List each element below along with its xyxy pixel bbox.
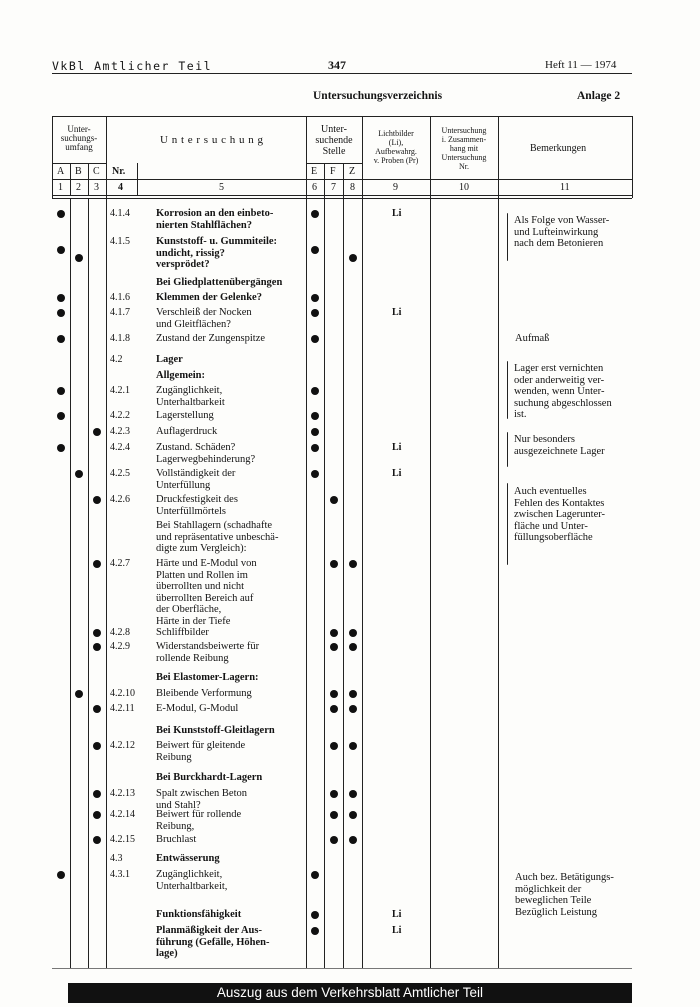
journal-name: VkBl Amtlicher Teil <box>52 59 213 73</box>
dot-marker-z <box>349 836 357 844</box>
dot-marker-e <box>311 210 319 218</box>
row-number: 4.2.3 <box>110 426 130 437</box>
colnum-7: 7 <box>331 182 336 193</box>
remark-text: Auch bez. Betätigungs- möglichkeit der beweglichen Teile <box>515 872 614 906</box>
dot-marker-z <box>349 560 357 568</box>
li-marker: Li <box>392 307 402 318</box>
row-text: Allgemein: <box>156 370 205 381</box>
header-untersuchung: U n t e r s u c h u n g <box>160 134 264 146</box>
col-e: E <box>311 166 318 177</box>
colnum-1: 1 <box>58 182 63 193</box>
remark-text: Nur besonders ausgezeichnete Lager <box>514 434 605 457</box>
row-text: Zugänglichkeit, Unterhaltbarkeit, <box>156 869 228 892</box>
row-number: 4.1.8 <box>110 333 130 344</box>
row-number: 4.2.6 <box>110 494 130 505</box>
dot-marker-e <box>311 294 319 302</box>
col-a: A <box>57 166 65 177</box>
row-text: Bei Elastomer-Lagern: <box>156 672 259 683</box>
row-number: 4.2.15 <box>110 834 135 845</box>
li-marker: Li <box>392 909 402 920</box>
dot-marker-a <box>57 444 65 452</box>
dot-marker-z <box>349 742 357 750</box>
colnum-3: 3 <box>94 182 99 193</box>
dot-marker-c <box>93 742 101 750</box>
dot-marker-z <box>349 690 357 698</box>
bottom-rule <box>52 968 632 969</box>
dot-marker-c <box>93 705 101 713</box>
remark-brace <box>507 432 508 467</box>
dot-marker-f <box>330 560 338 568</box>
row-text: Entwässerung <box>156 853 220 864</box>
row-text: Zugänglichkeit, Unterhaltbarkeit <box>156 385 225 408</box>
dot-marker-c <box>93 496 101 504</box>
dot-marker-e <box>311 309 319 317</box>
appendix-label: Anlage 2 <box>577 90 621 102</box>
header-stelle: Unter- suchende Stelle <box>315 124 353 157</box>
remark-text: Aufmaß <box>515 333 550 344</box>
remark-text: Bezüglich Leistung <box>515 907 597 918</box>
row-number: 4.2.7 <box>110 558 130 569</box>
dot-marker-a <box>57 335 65 343</box>
row-number: 4.2.14 <box>110 809 135 820</box>
dot-marker-f <box>330 742 338 750</box>
row-text: Bei Stahllagern (schadhafte und repräsentative unbeschä- digte zum Vergleich): <box>156 520 279 554</box>
dot-marker-a <box>57 309 65 317</box>
row-text: Beiwert für rollende Reibung, <box>156 809 242 832</box>
row-text: Funktionsfähigkeit <box>156 909 242 920</box>
dot-marker-a <box>57 246 65 254</box>
dot-marker-e <box>311 387 319 395</box>
row-text: Zustand der Zungenspitze <box>156 333 266 344</box>
dot-marker-e <box>311 428 319 436</box>
remark-brace <box>507 213 508 261</box>
dot-marker-f <box>330 811 338 819</box>
dot-marker-c <box>93 629 101 637</box>
row-number: 4.2.9 <box>110 641 130 652</box>
row-text: Korrosion an den einbeto- nierten Stahlflächen? <box>156 208 274 231</box>
row-number: 4.2.8 <box>110 627 130 638</box>
colnum-5: 5 <box>219 182 224 193</box>
dot-marker-f <box>330 629 338 637</box>
row-number: 4.2 <box>110 354 123 365</box>
dot-marker-c <box>93 560 101 568</box>
colnum-9: 9 <box>393 182 398 193</box>
dot-marker-c <box>93 428 101 436</box>
dot-marker-a <box>57 412 65 420</box>
row-text: Zustand. Schäden? Lagerwegbehinderung? <box>156 442 256 465</box>
row-text: Lagerstellung <box>156 410 214 421</box>
row-text: Widerstandsbeiwerte für rollende Reibung <box>156 641 260 664</box>
dot-marker-b <box>75 690 83 698</box>
li-marker: Li <box>392 468 402 479</box>
row-number: 4.1.7 <box>110 307 130 318</box>
header-rule <box>52 73 632 74</box>
header-umfang: Unter- suchungs- umfang <box>60 124 98 152</box>
row-number: 4.2.11 <box>110 703 135 714</box>
row-number: 4.1.6 <box>110 292 130 303</box>
dot-marker-z <box>349 811 357 819</box>
row-number: 4.1.5 <box>110 236 130 247</box>
col-nr: Nr. <box>112 166 126 177</box>
row-text: Vollständigkeit der Unterfüllung <box>156 468 236 491</box>
dot-marker-e <box>311 911 319 919</box>
dot-marker-c <box>93 643 101 651</box>
row-number: 4.3 <box>110 853 123 864</box>
li-marker: Li <box>392 208 402 219</box>
dot-marker-a <box>57 871 65 879</box>
row-number: 4.3.1 <box>110 869 130 880</box>
dot-marker-f <box>330 836 338 844</box>
row-text: Bei Burckhardt-Lagern <box>156 772 263 783</box>
header-bemerkungen: Bemerkungen <box>530 143 587 154</box>
dot-marker-f <box>330 496 338 504</box>
remark-brace <box>507 483 508 565</box>
row-text: Bleibende Verformung <box>156 688 252 699</box>
colnum-11: 11 <box>560 182 570 193</box>
header-lichtbilder: Lichtbilder (Li), Aufbewahrg. v. Proben (Pr) <box>373 129 419 165</box>
dot-marker-e <box>311 335 319 343</box>
row-text: Schliffbilder <box>156 627 209 638</box>
dot-marker-z <box>349 254 357 262</box>
row-text: E-Modul, G-Modul <box>156 703 239 714</box>
dot-marker-f <box>330 705 338 713</box>
row-number: 4.2.10 <box>110 688 135 699</box>
li-marker: Li <box>392 925 402 936</box>
dot-marker-e <box>311 927 319 935</box>
dot-marker-z <box>349 629 357 637</box>
colnum-2: 2 <box>76 182 81 193</box>
dot-marker-e <box>311 470 319 478</box>
row-number: 4.2.1 <box>110 385 130 396</box>
row-text: Lager <box>156 354 183 365</box>
row-number: 4.2.2 <box>110 410 130 421</box>
remark-text: Lager erst vernichten oder anderweitig ver- wenden, wenn Unter- suchung abgeschlossen ist. <box>514 363 612 420</box>
row-text: Klemmen der Gelenke? <box>156 292 262 303</box>
row-number: 4.2.4 <box>110 442 130 453</box>
dot-marker-a <box>57 294 65 302</box>
dot-marker-a <box>57 210 65 218</box>
dot-marker-e <box>311 246 319 254</box>
col-z: Z <box>349 166 356 177</box>
dot-marker-e <box>311 444 319 452</box>
dot-marker-a <box>57 387 65 395</box>
dot-marker-z <box>349 790 357 798</box>
row-text: Härte und E-Modul von Platten und Rollen im überrollten und nicht überrollten Bereich auf der Oberfläche, Härte in der Tiefe <box>156 558 257 627</box>
dot-marker-c <box>93 811 101 819</box>
page-number: 347 <box>328 58 346 72</box>
row-text: Beiwert für gleitende Reibung <box>156 740 246 763</box>
dot-marker-b <box>75 470 83 478</box>
li-marker: Li <box>392 442 402 453</box>
colnum-6: 6 <box>312 182 317 193</box>
remark-text: Auch eventuelles Fehlen des Kontaktes zwischen Lagerunter- fläche und Unter- füllungsoberfläche <box>514 486 606 543</box>
dot-marker-c <box>93 790 101 798</box>
dot-marker-f <box>330 790 338 798</box>
colnum-8: 8 <box>350 182 355 193</box>
row-text: Spalt zwischen Beton und Stahl? <box>156 788 247 811</box>
remark-brace <box>507 361 508 419</box>
dot-marker-f <box>330 690 338 698</box>
dot-marker-z <box>349 705 357 713</box>
remark-text: Als Folge von Wasser- und Lufteinwirkung nach dem Betonieren <box>514 215 610 249</box>
row-number: 4.2.13 <box>110 788 135 799</box>
row-text: Auflagerdruck <box>156 426 218 437</box>
col-f: F <box>330 166 336 177</box>
col-c: C <box>93 166 100 177</box>
row-text: Druckfestigkeit des Unterfüllmörtels <box>156 494 238 517</box>
row-text: Verschleiß der Nocken und Gleitflächen? <box>156 307 252 330</box>
document-title: Untersuchungsverzeichnis <box>313 90 443 102</box>
header-zusammenhang: Untersuchung i. Zusammen- hang mit Untersuchung Nr. <box>441 126 487 171</box>
row-text: Bei Kunststoff-Gleitlagern <box>156 725 275 736</box>
row-text: Bei Gliedplattenübergängen <box>156 277 283 288</box>
row-text: Planmäßigkeit der Aus- führung (Gefälle, Höhen- lage) <box>156 925 270 959</box>
row-text: Bruchlast <box>156 834 197 845</box>
dot-marker-c <box>93 836 101 844</box>
dot-marker-z <box>349 643 357 651</box>
col-b: B <box>75 166 82 177</box>
issue-info: Heft 11 — 1974 <box>545 59 617 71</box>
colnum-4: 4 <box>118 182 123 193</box>
dot-marker-b <box>75 254 83 262</box>
row-number: 4.2.12 <box>110 740 135 751</box>
dot-marker-f <box>330 643 338 651</box>
dot-marker-e <box>311 412 319 420</box>
dot-marker-e <box>311 871 319 879</box>
footer-banner: Auszug aus dem Verkehrsblatt Amtlicher Teil <box>68 983 632 1003</box>
row-number: 4.1.4 <box>110 208 130 219</box>
colnum-10: 10 <box>459 182 469 193</box>
row-text: Kunststoff- u. Gummiteile: undicht, rissig? versprödet? <box>156 236 278 270</box>
row-number: 4.2.5 <box>110 468 130 479</box>
